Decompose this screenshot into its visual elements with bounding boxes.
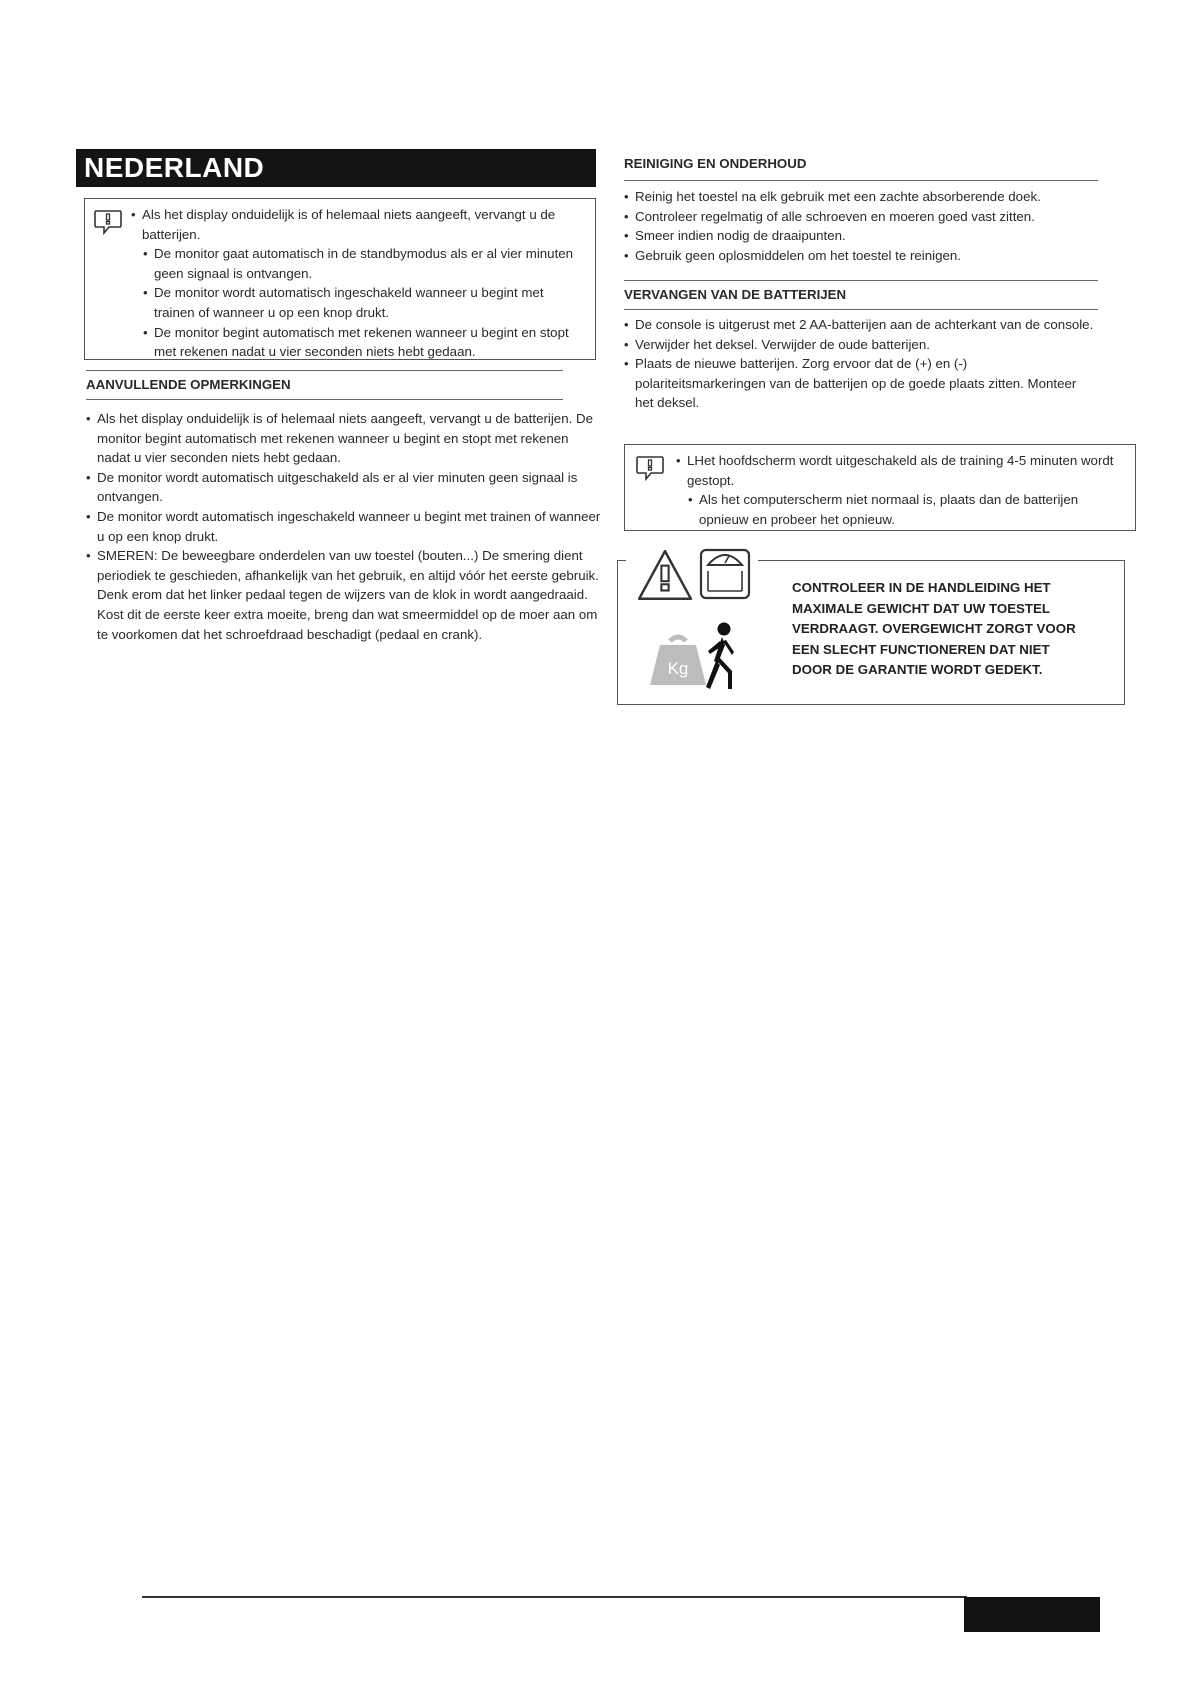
list-item: • De monitor begint automatisch met rekenen wanneer u begint en stopt met rekenen nadat u vier seconden niets hebt gedaan. [143,323,586,362]
section-heading-reiniging: REINIGING EN ONDERHOUD [624,152,1098,181]
warning-triangle-icon [636,547,694,605]
list-item: • Als het display onduidelijk is of helemaal niets aangeeft, vervangt u de batterijen. De monitor begint automatisch met rekenen wanneer u begint en stopt met rekenen nadat u vier seconden niets hebt gedaan. [86,409,604,468]
batterijen-list [624,315,1094,413]
note-icon [93,209,123,235]
list-item: • Verwijder het deksel. Verwijder de oude batterijen. [624,335,1094,355]
list-item: • De monitor wordt automatisch ingeschakeld wanneer u begint met trainen of wanneer u op een knop drukt. [86,507,604,546]
footer-page-tab [964,1597,1100,1632]
warning-text [792,578,1122,681]
note-icon [635,455,665,481]
list-item: • Gebruik geen oplosmiddelen om het toestel te reinigen. [624,246,1104,266]
list-item: • Als het display onduidelijk is of helemaal niets aangeeft, vervangt u de batterijen. [131,205,586,244]
section-heading-aanvullende: AANVULLENDE OPMERKINGEN [86,370,563,400]
footer-rule [142,1596,967,1598]
warning-line: DOOR DE GARANTIE WORDT GEDEKT. [792,662,1043,677]
aanvullende-list [86,409,604,644]
warning-line: CONTROLEER IN DE HANDLEIDING HET [792,580,1051,595]
list-item: • De monitor gaat automatisch in de standbymodus als er al vier minuten geen signaal is ontvangen. [143,244,586,283]
note-box-left [84,198,596,360]
list-item: • Smeer indien nodig de draaipunten. [624,226,1104,246]
weight-warning-box [617,560,1125,705]
warning-line: EEN SLECHT FUNCTIONEREN DAT NIET [792,641,1050,657]
warning-line: VERDRAAGT. OVERGEWICHT ZORGT VOOR [792,621,1076,636]
list-item: • SMEREN: De beweegbare onderdelen van uw toestel (bouten...) De smering dient periodiek te geschieden, afhankelijk van het gebruik, en altijd vóór het eerste gebruik. Denk erom dat het linker pedaal tegen de wijzers van de klok in wordt aangedraaid. Kost dit de eerste keer extra moeite, breng dan wat smeermiddel op de moer aan om te voorkomen dat het schroefdraad beschadigt (pedaal en crank). [86,546,604,644]
list-item: • Plaats de nieuwe batterijen. Zorg ervoor dat de (+) en (-) polariteitsmarkeringen van de batterijen op de goede plaats zitten. Monteer het deksel. [624,354,1094,413]
list-item: • Als het computerscherm niet normaal is, plaats dan de batterijen opnieuw en probeer het opnieuw. [688,490,1126,529]
reiniging-list [624,187,1104,265]
scale-icon [698,547,752,601]
list-item: • Reinig het toestel na elk gebruik met een zachte absorberende doek. [624,187,1104,207]
list-item: • Controleer regelmatig of alle schroeven en moeren goed vast zitten. [624,207,1104,227]
note-box-right [624,444,1136,531]
weight-label: Kg [667,659,689,678]
page-title: NEDERLAND [76,149,596,187]
warning-line: MAXIMALE GEWICHT DAT UW TOESTEL [792,600,1051,616]
section-heading-batterijen: VERVANGEN VAN DE BATTERIJEN [624,280,1098,310]
note-list-left [131,205,586,362]
list-item: • De console is uitgerust met 2 AA-batterijen aan de achterkant van de console. [624,315,1094,335]
list-item: • LHet hoofdscherm wordt uitgeschakeld als de training 4-5 minuten wordt gestopt. [676,451,1126,490]
walking-person-icon [698,621,742,691]
note-list-right [676,451,1126,529]
list-item: • De monitor wordt automatisch uitgeschakeld als er al vier minuten geen signaal is ontvangen. [86,468,604,507]
list-item: • De monitor wordt automatisch ingeschakeld wanneer u begint met trainen of wanneer u op een knop drukt. [143,283,586,322]
